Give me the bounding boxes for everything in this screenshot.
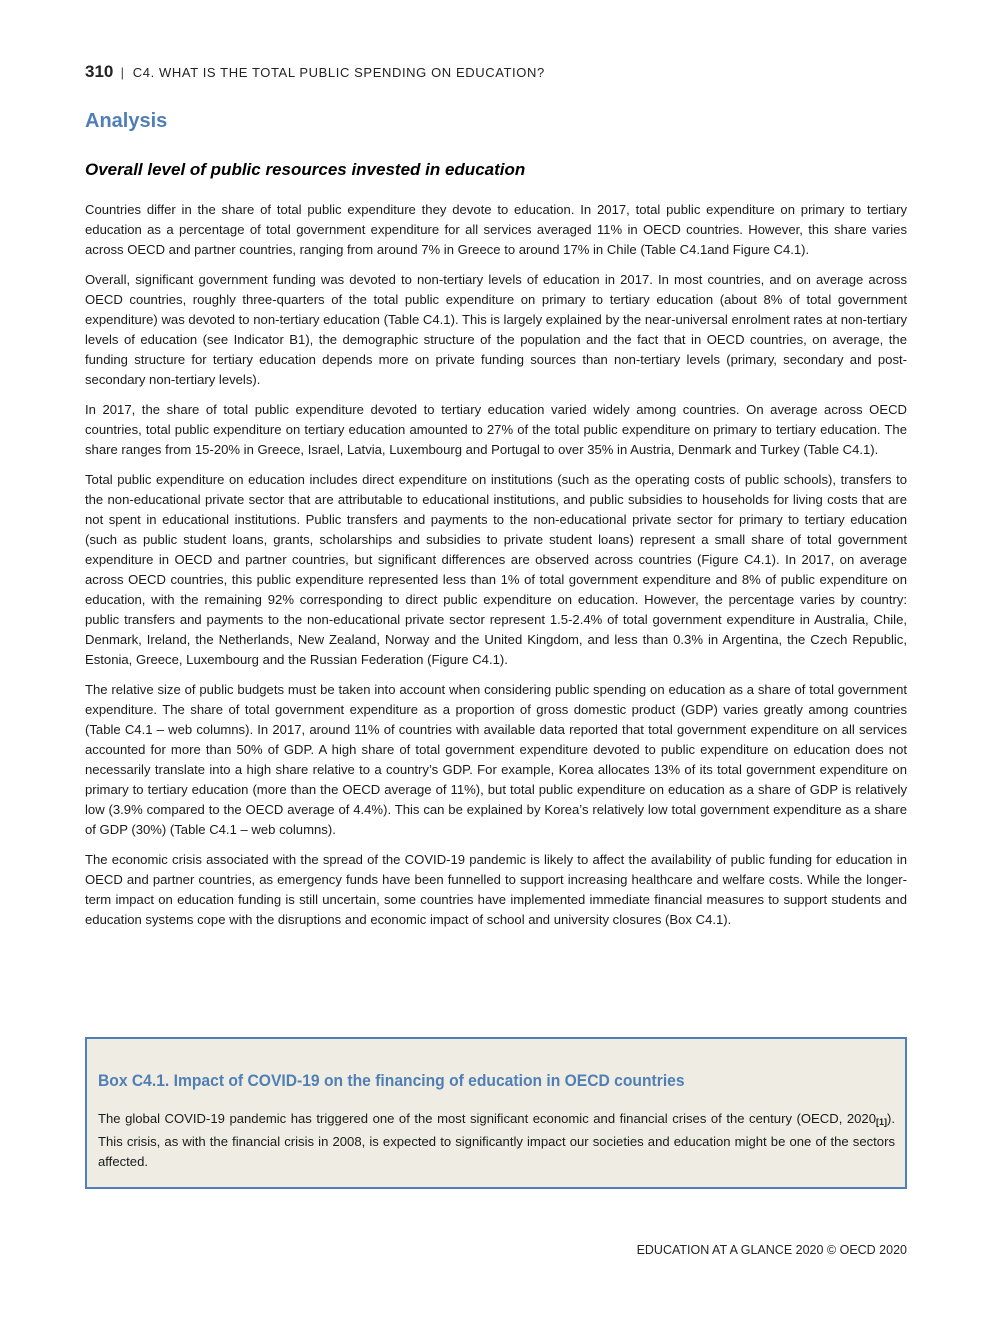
- header-separator: |: [120, 65, 125, 80]
- body-text: [85, 200, 907, 940]
- page-number: 310: [85, 62, 114, 81]
- paragraph: The relative size of public budgets must be taken into account when considering public spending on education as a share of total government expenditure. The share of total government expenditure as a proportion of gross domestic product (GDP) varies greatly among countries (Table C4.1 – web columns). In 2017, around 11% of countries with available data reported that total government expenditure on all services accounted for more than 50% of GDP. A high share of total government expenditure devoted to public expenditure on education does not necessarily translate into a high share relative to a country’s GDP. For example, Korea allocates 13% of its total government expenditure on primary to tertiary education (more than the OECD average of 11%), but total public expenditure on education as a share of GDP is relatively low (3.9% compared to the OECD average of 4.4%). This can be explained by Korea’s relatively low total government expenditure as a share of GDP (30%) (Table C4.1 – web columns).: [85, 682, 907, 837]
- subsection-title: Overall level of public resources invested in education: [85, 160, 526, 179]
- paragraph: Total public expenditure on education includes direct expenditure on institutions (such as the operating costs of public schools), transfers to the non-educational private sector that are attributable to educational institutions, and public subsidies to households for living costs that are not spent in educational institutions. Public transfers and payments to the non-educational private sector for primary to tertiary education (such as public student loans, grants, scholarships and subsidies to private student loans) represent a small share of total government expenditure in OECD and partner countries, but significant differences are observed across countries (Figure C4.1). In 2017, on average across OECD countries, this public expenditure represented less than 1% of total government expenditure and 8% of public expenditure on education, with the remaining 92% corresponding to direct public expenditure on education. However, the percentage varies by country: public transfers and payments to the non-educational private sector represent 1.5-2.4% of total government expenditure in Australia, Chile, Denmark, Ireland, the Netherlands, New Zealand, Norway and the United Kingdom, and less than 0.3% in Argentina, the Czech Republic, Estonia, Greece, Luxembourg and the Russian Federation (Figure C4.1).: [85, 472, 907, 667]
- box-title: Box C4.1. Impact of COVID-19 on the financing of education in OECD countries: [98, 1071, 685, 1090]
- paragraph: Overall, significant government funding was devoted to non-tertiary levels of education in 2017. In most countries, and on average across OECD countries, roughly three-quarters of the total public expenditure on primary to tertiary education (about 8% of total government expenditure) was devoted to non-tertiary education (Table C4.1). This is largely explained by the near-universal enrolment rates at non-tertiary levels of education (see Indicator B1), the demographic structure of the population and the fact that in OECD countries, on average, the funding structure for tertiary education depends more on private funding sources than non-tertiary levels (primary, secondary and post-secondary non-tertiary levels).: [85, 272, 907, 387]
- page-footer: EDUCATION AT A GLANCE 2020 © OECD 2020: [636, 1243, 907, 1257]
- box-text-part: The global COVID-19 pandemic has triggered one of the most significant economic and financial crises of the century (OECD, 2020: [98, 1111, 876, 1126]
- box-text-part: ). This crisis, as with the financial crisis in 2008, is expected to significantly impact our societies and education might be one of the sectors affected.: [98, 1111, 895, 1169]
- paragraph: In 2017, the share of total public expenditure devoted to tertiary education varied widely among countries. On average across OECD countries, total public expenditure on tertiary education amounted to 27% of the total public expenditure on primary to tertiary education. The share ranges from 15-20% in Greece, Israel, Latvia, Luxembourg and Portugal to over 35% in Austria, Denmark and Turkey (Table C4.1).: [85, 402, 907, 457]
- paragraph: The economic crisis associated with the spread of the COVID-19 pandemic is likely to affect the availability of public funding for education in OECD and partner countries, as emergency funds have been funnelled to support increasing healthcare and welfare costs. While the longer-term impact on education funding is still uncertain, some countries have implemented immediate financial measures to support students and education systems cope with the disruptions and economic impact of school and university closures (Box C4.1).: [85, 852, 907, 927]
- running-header: [85, 62, 545, 82]
- citation-link[interactable]: [1]: [876, 1117, 887, 1127]
- paragraph: Countries differ in the share of total public expenditure they devote to education. In 2017, total public expenditure on primary to tertiary education as a percentage of total government expenditure for all services averaged 11% in OECD countries. However, this share varies across OECD and partner countries, ranging from around 7% in Greece to around 17% in Chile (Table C4.1and Figure C4.1).: [85, 202, 907, 257]
- box-c4-1: [85, 1037, 907, 1189]
- box-text: [98, 1109, 895, 1172]
- section-title: Analysis: [85, 110, 168, 132]
- chapter-title: C4. WHAT IS THE TOTAL PUBLIC SPENDING ON EDUCATION?: [132, 65, 545, 80]
